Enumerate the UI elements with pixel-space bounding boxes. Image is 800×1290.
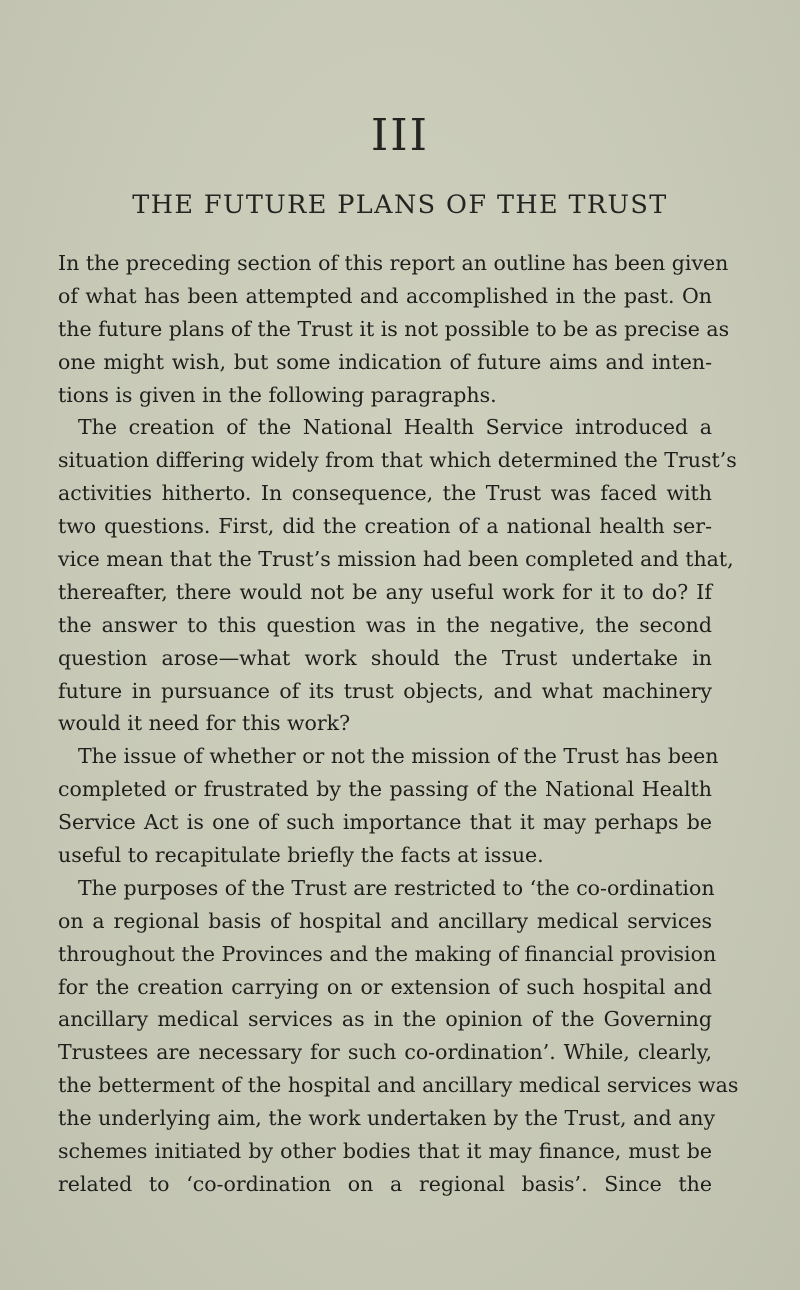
text-line: situation differing widely from that which determined the Trust’s	[58, 448, 737, 473]
text-line: vice mean that the Trust’s mission had been completed and that,	[58, 547, 734, 572]
text-line: In the preceding section of this report an outline has been given	[58, 251, 729, 275]
text-line: future in pursuance of its trust objects, and what machinery	[58, 678, 712, 703]
text-line: two questions. First, did the creation of a national health ser-	[58, 514, 712, 539]
chapter-title: THE FUTURE PLANS OF THE TRUST	[132, 190, 668, 220]
text-line: of what has been attempted and accomplished in the past. On	[58, 283, 712, 308]
text-line: ancillary medical services as in the opinion of the Governing	[58, 1007, 712, 1032]
text-line: one might wish, but some indication of future aims and inten-	[58, 349, 712, 374]
text-line: tions is given in the following paragraphs.	[58, 382, 497, 407]
text-line: on a regional basis of hospital and ancillary medical services	[58, 908, 712, 933]
text-line: schemes initiated by other bodies that it may finance, must be	[58, 1139, 712, 1164]
text-line: thereafter, there would not be any useful work for it to do? If	[58, 579, 712, 604]
text-line: question arose—what work should the Trust undertake in	[58, 645, 712, 670]
text-line: The purposes of the Trust are restricted to ‘the co-ordination	[78, 875, 715, 900]
text-line: would it need for this work?	[58, 711, 351, 736]
text-line: the underlying aim, the work undertaken by the Trust, and any	[58, 1106, 716, 1131]
text-line: Trustees are necessary for such co-ordination’. While, clearly,	[58, 1040, 712, 1065]
text-line: throughout the Provinces and the making of financial provision	[58, 941, 717, 966]
text-line: the betterment of the hospital and ancillary medical services was	[58, 1073, 739, 1098]
text-line: the future plans of the Trust it is not possible to be as precise as	[58, 316, 730, 341]
body-text	[58, 247, 739, 1201]
text-line: completed or frustrated by the passing of the National Health	[58, 777, 712, 802]
text-line: related to ‘co-ordination on a regional basis’. Since the	[58, 1171, 712, 1196]
chapter-numeral: III	[370, 110, 430, 161]
text-line: useful to recapitulate briefly the facts at issue.	[58, 843, 544, 868]
text-line: for the creation carrying on or extension of such hospital and	[58, 974, 712, 999]
text-line: Service Act is one of such importance that it may perhaps be	[58, 810, 712, 835]
text-line: The creation of the National Health Service introduced a	[78, 415, 712, 440]
text-line: activities hitherto. In consequence, the Trust was faced with	[58, 481, 712, 506]
text-line: The issue of whether or not the mission of the Trust has been	[78, 744, 719, 769]
text-line: the answer to this question was in the negative, the second	[58, 612, 712, 637]
